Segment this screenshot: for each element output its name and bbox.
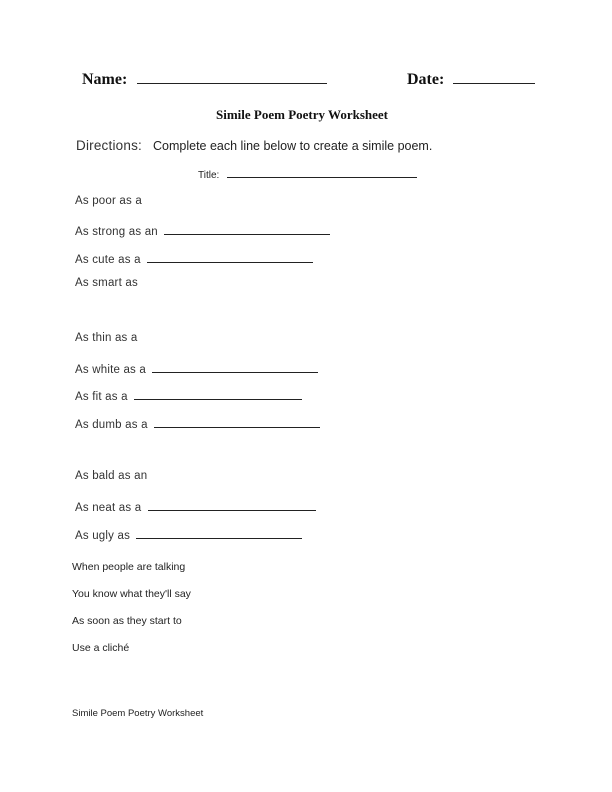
date-row xyxy=(407,71,535,89)
simile-line xyxy=(75,470,147,482)
simile-line xyxy=(75,387,302,403)
simile-prompt: As cute as a xyxy=(75,254,141,266)
simile-prompt: As bald as an xyxy=(75,470,148,482)
simile-line xyxy=(75,277,138,289)
poem-title-row xyxy=(198,168,417,181)
answer-blank[interactable] xyxy=(148,498,316,511)
simile-line xyxy=(75,526,302,542)
poem-title-label: Title: xyxy=(198,170,220,181)
simile-prompt: As strong as an xyxy=(75,226,158,238)
directions-label: Directions: xyxy=(76,138,142,153)
name-row xyxy=(82,71,327,89)
page-footer: Simile Poem Poetry Worksheet xyxy=(72,708,204,719)
poem-title-field[interactable] xyxy=(227,168,417,178)
simile-prompt: As poor as a xyxy=(75,195,142,207)
simile-prompt: As dumb as a xyxy=(75,419,148,431)
simile-prompt: As white as a xyxy=(75,364,146,376)
directions-text: Complete each line below to create a simile poem. xyxy=(153,139,433,153)
answer-blank[interactable] xyxy=(147,250,313,263)
simile-line xyxy=(75,498,316,514)
closing-line: Use a cliché xyxy=(72,642,130,654)
answer-blank[interactable] xyxy=(154,415,320,428)
simile-line xyxy=(75,415,320,431)
date-field[interactable] xyxy=(453,71,535,84)
closing-line: When people are talking xyxy=(72,561,186,573)
simile-prompt: As fit as a xyxy=(75,391,128,403)
simile-line xyxy=(75,332,138,344)
date-label: Date: xyxy=(407,71,445,88)
answer-blank[interactable] xyxy=(152,360,318,373)
simile-line xyxy=(75,195,142,207)
answer-blank[interactable] xyxy=(136,526,302,539)
answer-blank[interactable] xyxy=(134,387,302,400)
simile-line xyxy=(75,222,330,238)
simile-prompt: As thin as a xyxy=(75,332,138,344)
simile-prompt: As ugly as xyxy=(75,530,131,542)
name-label: Name: xyxy=(82,71,128,88)
closing-line: You know what they'll say xyxy=(72,588,191,600)
simile-prompt: As neat as a xyxy=(75,502,142,514)
answer-blank[interactable] xyxy=(164,222,330,235)
simile-line xyxy=(75,250,313,266)
simile-prompt: As smart as xyxy=(75,277,138,289)
worksheet-title: Simile Poem Poetry Worksheet xyxy=(216,107,388,122)
closing-line: As soon as they start to xyxy=(72,615,182,627)
simile-line xyxy=(75,360,318,376)
name-field[interactable] xyxy=(137,71,327,84)
